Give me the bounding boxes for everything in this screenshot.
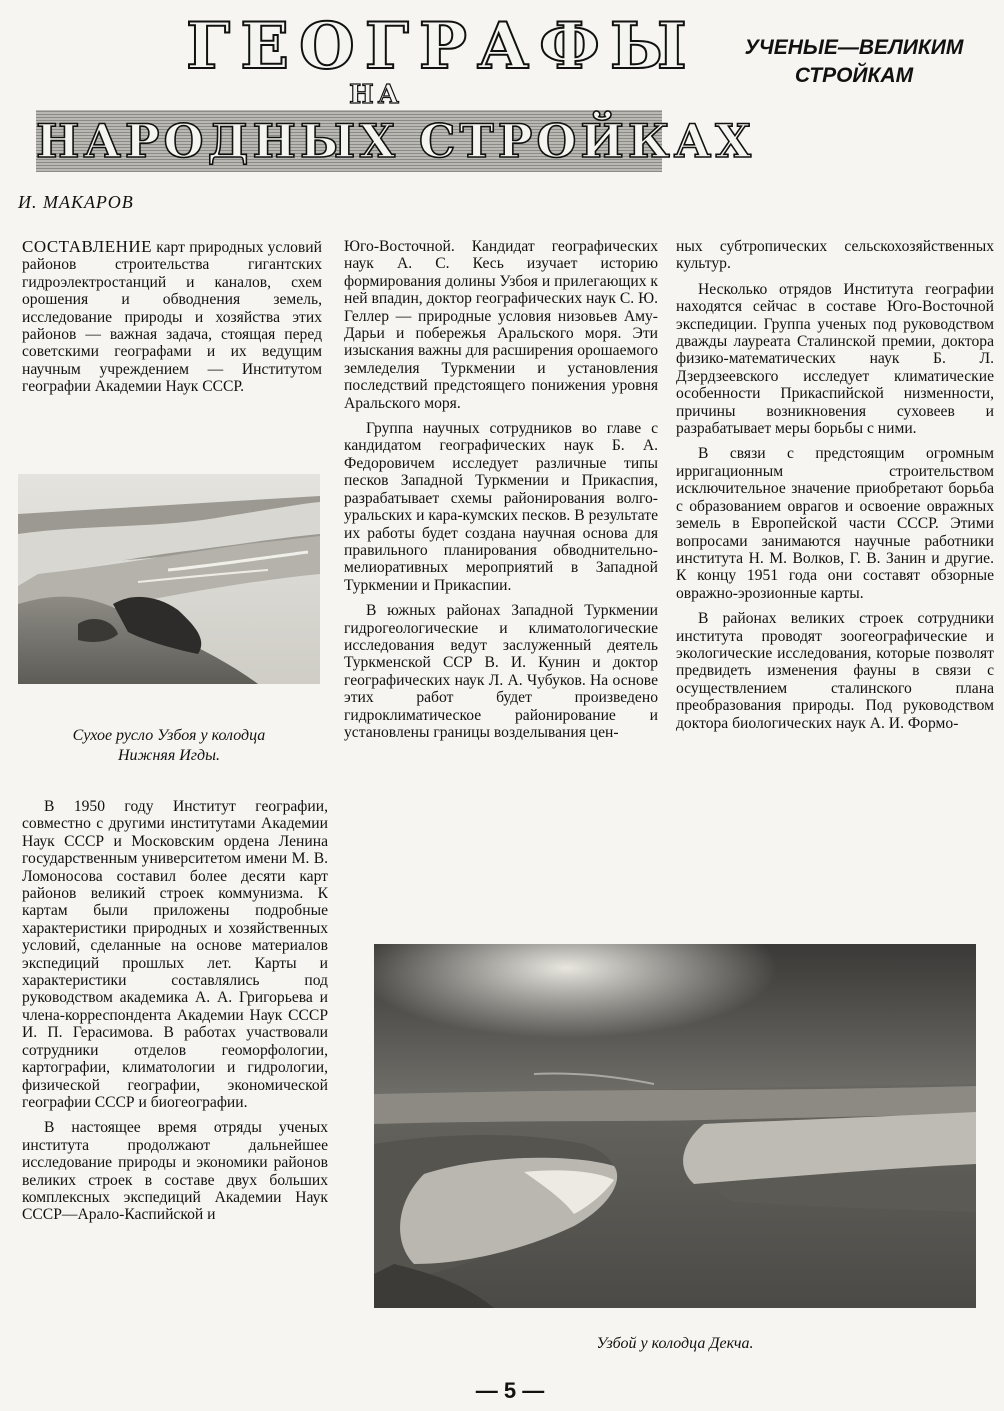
- caption-photo-1: [18, 726, 320, 766]
- column-a-top: [22, 238, 322, 404]
- caption-line: Сухое русло Узбоя у колодца: [72, 727, 266, 744]
- paragraph: ных субтропических сельскохозяйственных культур.: [676, 238, 994, 273]
- paragraph: [22, 238, 322, 396]
- paragraph: В 1950 году Институт географии, совместно с другими институтами Академии Наук СССР и Московским ордена Ленина государственным университетом имени М. В. Ломоносова составил более десяти карт районов великий строек коммунизма. К картам были приложены подробные характеристики природных и хозяйственных условий, сделанные на основе материалов экспедиций прошлых лет. Карты и характеристики составлялись под руководством академика А. А. Григорьева и члена-корреспондента Академии Наук СССР И. П. Герасимова. В работах участвовали сотрудники отделов геоморфологии, картографии, климатологии и гидрологии, физической географии, экономической географии СССР и биогеографии.: [22, 798, 328, 1111]
- rubric-line-2: СТРОЙКАМ: [794, 64, 914, 87]
- paragraph: В связи с предстоящим огромным ирригационным строительством исключительное значение приобретают борьба с образованием оврагов и освоение овражных земель в Европейской части СССР. Этими вопросами занимаются научные работники института Н. М. Волков, Г. В. Занин и другие. К концу 1951 года они составят обзорные овражно-эрозионные карты.: [676, 445, 994, 602]
- page-number: — 5 —: [475, 1378, 545, 1403]
- landscape-photo-2: [374, 944, 976, 1308]
- title-main: ГЕОГРАФЫ: [186, 9, 697, 84]
- rubric-line-1: УЧЕНЫЕ—ВЕЛИКИМ: [744, 36, 964, 59]
- column-a-bottom: [22, 798, 328, 1232]
- caption-photo-2: Узбой у колодца Декча.: [596, 1335, 754, 1352]
- paragraph: Группа научных сотрудников во главе с кандидатом географических наук Б. А. Федоровичем исследует различные типы песков Западной Туркмении и Прикаспия, разрабатывает схемы районирования волго-уральских и кара-кумских песков. В результате их работы будет создана научная основа для правильного планирования обводнительно-мелиоративных мероприятий в Западной Туркмении и Прикаспии.: [344, 420, 658, 594]
- column-b: [344, 238, 658, 749]
- paragraph: В настоящее время отряды ученых института продолжают дальнейшее исследование природы и экономики районов великих строек в составе двух больших комплексных экспедиций Академии Наук СССР—Арало-Каспийской и: [22, 1119, 328, 1224]
- title-banner-text: НАРОДНЫХ СТРОЙКАХ: [36, 114, 755, 168]
- photo-uzboy-dry-bed: [18, 474, 320, 684]
- section-rubric: [712, 34, 996, 90]
- title-block: [36, 9, 755, 172]
- paragraph: В районах великих строек сотрудники института проводят зоогеографические и экологические исследования, которые позволят предвидеть изменения фауны в связи с осуществлением сталинского плана преобразования природы. Под руководством доктора биологических наук А. И. Формо-: [676, 610, 994, 732]
- photo-uzboy-dekcha: [374, 944, 976, 1308]
- landscape-photo-1: [18, 474, 320, 684]
- author-byline: И. МАКАРОВ: [18, 192, 134, 212]
- paragraph: Несколько отрядов Института географии находятся сейчас в составе Юго-Восточной экспедиции. Группа ученых под руководством дважды лауреата Сталинской премии, доктора физико-математических наук Б. Л. Дзердзеевского исследует климатические особенности Прикаспийской низменности, причины возникновения суховеев и разрабатывает меры борьбы с ними.: [676, 280, 994, 438]
- column-c: [676, 238, 994, 740]
- lead-word: СОСТАВЛЕНИЕ: [22, 237, 153, 256]
- caption-line: Нижняя Игды.: [118, 747, 220, 764]
- paragraph: В южных районах Западной Туркмении гидрогеологические и климатологические исследования ведут заслуженный деятель Туркменской ССР В. И. Кунин и доктор географических наук Л. А. Чубуков. На основе этих работ будет произведено гидроклиматическое районирование и установлены границы возделывания цен-: [344, 602, 658, 741]
- lead-text: карт природных условий районов строительства гигантских гидроэлектростанций и каналов, схем орошения и обводнения земель, исследование природы и хозяйства этих районов — важная задача, стоящая перед советскими географами и их ведущим научным учреждением — Институтом географии Академии Наук СССР.: [22, 239, 322, 396]
- paragraph: Юго-Восточной. Кандидат географических наук А. С. Кесь изучает историю формирования долины Узбоя и прилегающих к ней впадин, доктор географических наук С. Ю. Геллер — природные условия низовьев Аму-Дарьи и побережья Аральского моря. Эти изыскания важны для расширения орошаемого земледелия Туркмении и установления последствий предстоящего понижения уровня Аральского моря.: [344, 238, 658, 412]
- title-connector: НА: [349, 80, 403, 110]
